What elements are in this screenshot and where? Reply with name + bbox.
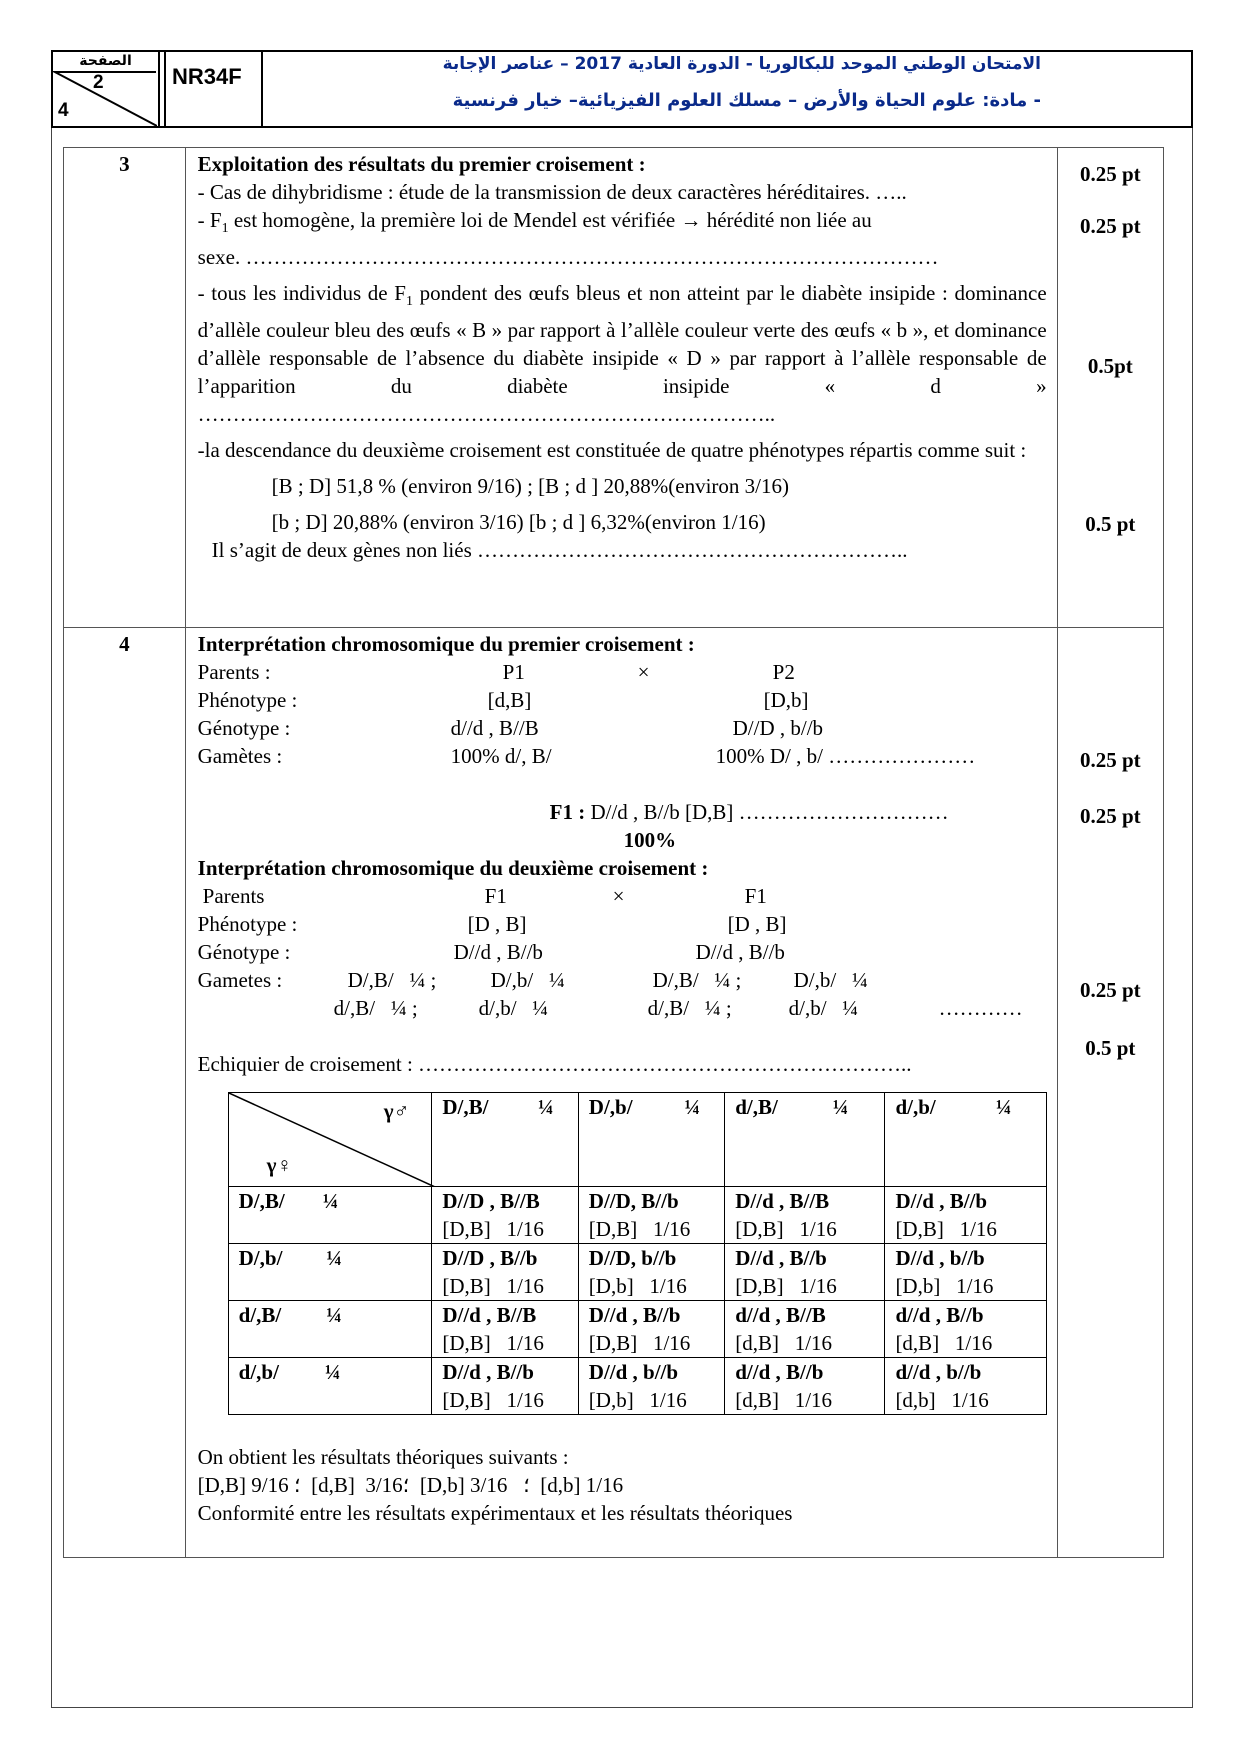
- cross1-gametes: Gamètes : 100% d/, B/ 100% D/ , b/ …………………: [197, 744, 976, 768]
- q3-dihybridism: - Cas de dihybridisme : étude de la transmission de deux caractères héréditaires. …..: [197, 180, 907, 204]
- q3-phenotypes-1: [B ; D] 51,8 % (environ 9/16) ; [B ; d ] 20,88%(environ 3/16): [271, 474, 789, 499]
- cross2-genotype: Génotype : D//d , B//b D//d , B//b: [197, 940, 785, 964]
- cross2-gametes-1: Gametes : D/,B/ ¼ ; D/,b/ ¼ D/,B/ ¼ ; D/,b/ ¼: [197, 968, 868, 992]
- grid-cell: D//D , B//B [D,B] 1/16: [432, 1187, 578, 1244]
- cross1-genotype: Génotype : d//d , B//B D//D , b//b: [197, 716, 824, 740]
- grid-row-header: D/,b/ ¼: [228, 1244, 432, 1301]
- points-value: 0.25 pt: [1079, 804, 1141, 828]
- male-gamete-label: γ♂: [383, 1099, 410, 1123]
- cross1-parents: Parents : P1 × P2: [197, 660, 795, 684]
- points-value: 0.25 pt: [1079, 214, 1141, 238]
- grid-cell: D//D, b//b [D,b] 1/16: [578, 1244, 724, 1301]
- exam-title-line1: الامتحان الوطني الموحد للبكالوريا - الدورة العادية 2017 – عناصر الإجابة: [442, 54, 1041, 74]
- grid-cell: d//d , B//B [d,B] 1/16: [725, 1301, 885, 1358]
- grid-cell: D//d , B//b [D,B] 1/16: [885, 1187, 1046, 1244]
- q3-first-law: - $F_1$ est homogène, la première loi de Mendel est vérifiée → hérédité non liée au: [197, 208, 872, 237]
- f1-percentage: 100%: [623, 828, 677, 852]
- grid-cell: D//d , B//b [D,B] 1/16: [432, 1358, 578, 1415]
- q3-second-cross: -la descendance du deuxième croisement est constituée de quatre phénotypes répartis comme suit :: [197, 438, 1027, 463]
- theoretical-results-intro: On obtient les résultats théoriques suivants :: [197, 1445, 569, 1469]
- q3-phenotypes-2: [b ; D] 20,88% (environ 3/16) [b ; d ] 6,32%(environ 1/16): [271, 510, 766, 535]
- echiquier-label: Echiquier de croisement : ……………………………………………………………..: [197, 1052, 912, 1076]
- grid-cell: D//D , B//b [D,B] 1/16: [432, 1244, 578, 1301]
- points-column: [1057, 148, 1163, 628]
- grid-cell: d//d , B//b [d,B] 1/16: [725, 1358, 885, 1415]
- page-label: الصفحة: [79, 53, 132, 69]
- grid-corner: [228, 1093, 432, 1187]
- q3-first-law-end: sexe. ………………………………………………………………………………………: [197, 245, 939, 270]
- q4-title-2: Interprétation chromosomique du deuxième croisement :: [197, 856, 709, 880]
- cross2-gametes-2: d/,B/ ¼ ; d/,b/ ¼ d/,B/ ¼ ; d/,b/ ¼ …………: [333, 996, 1023, 1020]
- grid-col-header: D/,B/ ¼: [432, 1093, 578, 1187]
- points-value: 0.5 pt: [1085, 1036, 1136, 1060]
- female-gamete-label: γ♀: [266, 1153, 293, 1177]
- page-total: 4: [58, 100, 69, 121]
- grid-cell: d//d , b//b [d,b] 1/16: [885, 1358, 1046, 1415]
- grid-cell: D//D, B//b [D,B] 1/16: [578, 1187, 724, 1244]
- grid-cell: D//d , b//b [D,b] 1/16: [578, 1358, 724, 1415]
- q3-dominance: - tous les individus de $F_1$ pondent des œufs bleus et non atteint par le diabète insipide : dominance d’allèle couleur bleu des œufs « B » par rapport à l’allèle couleur verte des œufs « b », et dominance d’allèle responsable de l’absence du diabète insipide « D » par rapport à l’allèle responsable de l’apparition du diabète insipide « d » ………………………………………………………………………..: [197, 281, 1047, 427]
- f1-result: F1 : D//d , B//b [D,B] …………………………: [549, 800, 949, 824]
- grid-row: [228, 1187, 1046, 1244]
- grid-cell: D//d , B//b [D,B] 1/16: [578, 1301, 724, 1358]
- q4-title-1: Interprétation chromosomique du premier croisement :: [197, 632, 695, 656]
- grid-row: [228, 1358, 1046, 1415]
- answer-table: [63, 147, 1164, 1558]
- cross2-phenotype: Phénotype : [D , B] [D , B]: [197, 912, 787, 936]
- question-number: 4: [64, 628, 186, 1558]
- grid-col-header: D/,b/ ¼: [578, 1093, 724, 1187]
- exam-title: [265, 52, 1191, 126]
- points-column: [1057, 628, 1163, 1558]
- question-4-row: [64, 628, 1164, 1558]
- question-3-row: [64, 148, 1164, 628]
- q3-conclusion: Il s’agit de deux gènes non liés ……………………………………………………..: [211, 538, 908, 563]
- cross2-parents: Parents F1 × F1: [202, 884, 767, 908]
- q4-conclusion: Conformité entre les résultats expérimentaux et les résultats théoriques: [197, 1501, 793, 1525]
- grid-cell: D//d , b//b [D,b] 1/16: [885, 1244, 1046, 1301]
- page-indicator: [53, 52, 160, 126]
- points-value: 0.25 pt: [1079, 748, 1141, 772]
- grid-cell: d//d , B//b [d,B] 1/16: [885, 1301, 1046, 1358]
- question-4-answer: [185, 628, 1057, 1558]
- exam-title-line2: - مادة: علوم الحياة والأرض – مسلك العلوم الفيزيائية– خيار فرنسية: [452, 90, 1041, 111]
- exam-header: [51, 50, 1193, 128]
- points-value: 0.5pt: [1087, 354, 1133, 378]
- grid-col-header: d/,b/ ¼: [885, 1093, 1046, 1187]
- grid-row-header: d/,b/ ¼: [228, 1358, 432, 1415]
- exam-code-box: [164, 52, 263, 126]
- cross1-phenotype: Phénotype : [d,B] [D,b]: [197, 688, 809, 712]
- grid-row-header: D/,B/ ¼: [228, 1187, 432, 1244]
- grid-header-row: [228, 1093, 1046, 1187]
- grid-cell: D//d , B//B [D,B] 1/16: [725, 1187, 885, 1244]
- grid-row-header: d/,B/ ¼: [228, 1301, 432, 1358]
- q3-title: Exploitation des résultats du premier croisement :: [197, 152, 646, 176]
- points-value: 0.25 pt: [1079, 978, 1141, 1002]
- question-number: 3: [64, 148, 186, 628]
- points-value: 0.5 pt: [1085, 512, 1136, 536]
- grid-row: [228, 1244, 1046, 1301]
- punnett-square: [228, 1092, 1047, 1415]
- grid-col-header: d/,B/ ¼: [725, 1093, 885, 1187]
- theoretical-results: [D,B] 9/16 ؛ [d,B] 3/16؛ [D,b] 3/16 ؛ [d,b] 1/16: [197, 1473, 624, 1497]
- page-number: 2: [93, 72, 104, 93]
- question-3-answer: [185, 148, 1057, 628]
- grid-cell: D//d , B//b [D,B] 1/16: [725, 1244, 885, 1301]
- grid-row: [228, 1301, 1046, 1358]
- points-value: 0.25 pt: [1079, 162, 1141, 186]
- exam-code: NR34F: [172, 64, 242, 89]
- grid-cell: D//d , B//B [D,B] 1/16: [432, 1301, 578, 1358]
